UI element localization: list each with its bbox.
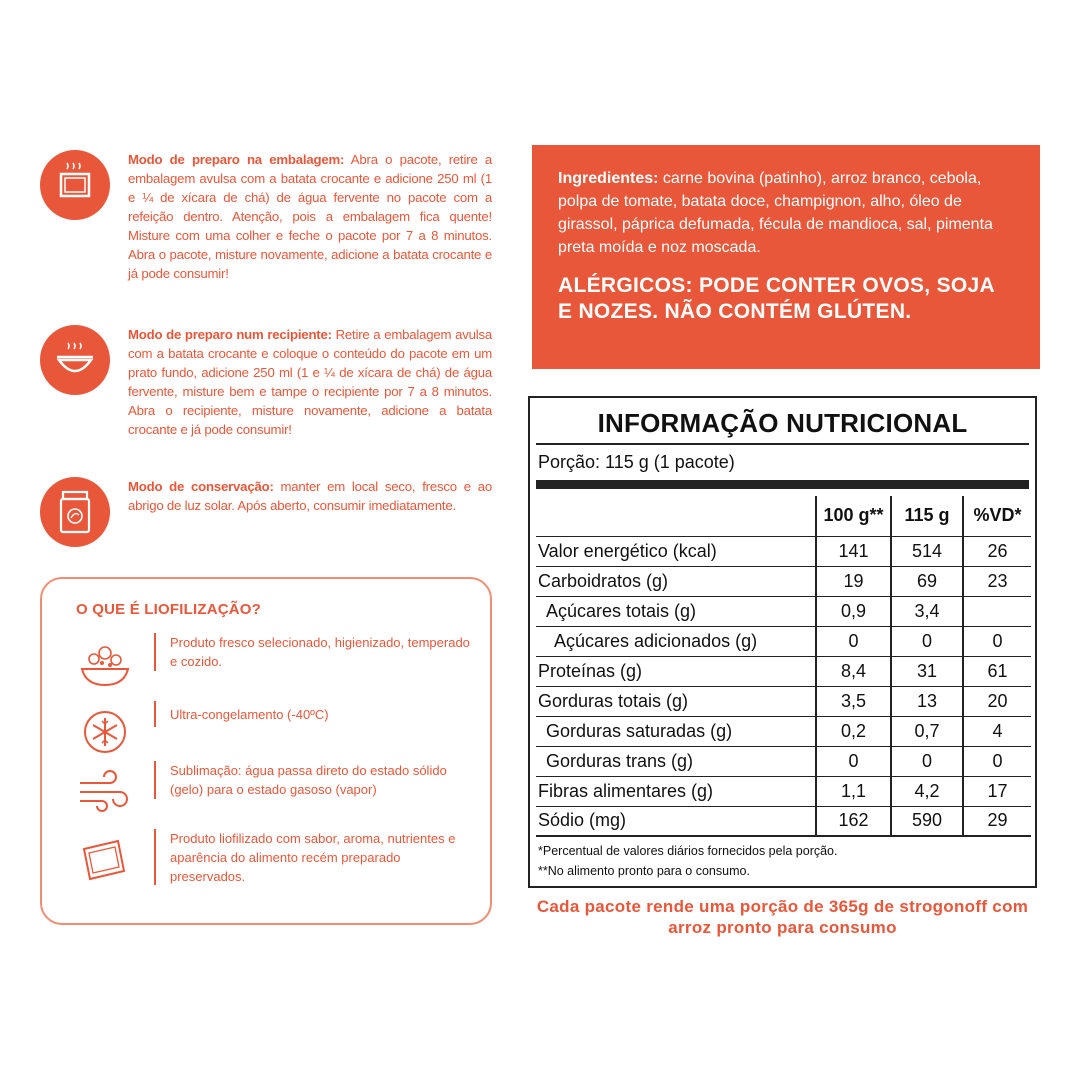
prep-text: Modo de conservação: manter em local seco, fresco e ao abrigo de luz solar. Após aberto, consumir imediatamente. bbox=[128, 479, 492, 513]
table-row bbox=[536, 566, 1031, 596]
microwave-icon bbox=[40, 150, 110, 220]
portion-size: Porção: 115 g (1 pacote) bbox=[538, 452, 735, 472]
value-115g: 0 bbox=[891, 626, 963, 656]
value-100g: 0 bbox=[816, 746, 891, 776]
table-row bbox=[536, 656, 1031, 686]
value-vd: 61 bbox=[963, 656, 1031, 686]
prep-text: Modo de preparo na embalagem: Abra o pacote, retire a embalagem avulsa com a batata crocante e adicione 250 ml (1 e ¼ de xícara de chá) de água fervente no pacote com a refeição dentro. Atenção, pois a embalagem fica quente! Misture com uma colher e feche o pacote por 7 a 8 minutos. Abra o pacote, misture novamente, adicione a batata crocante e já pode consumir! bbox=[128, 152, 493, 281]
nutrient-label: Proteínas (g) bbox=[536, 656, 816, 686]
value-100g: 1,1 bbox=[816, 776, 891, 806]
value-vd: 29 bbox=[963, 806, 1031, 836]
column-header: 100 g** bbox=[816, 496, 891, 536]
table-row bbox=[536, 776, 1031, 806]
nutrient-label: Açúcares totais (g) bbox=[536, 596, 816, 626]
table-header-blank bbox=[536, 496, 816, 536]
divider bbox=[536, 443, 1029, 445]
nutrient-label: Gorduras trans (g) bbox=[536, 746, 816, 776]
lyophilization-step bbox=[72, 827, 482, 897]
nutrient-label: Gorduras saturadas (g) bbox=[536, 716, 816, 746]
value-100g: 162 bbox=[816, 806, 891, 836]
table-row bbox=[536, 536, 1031, 566]
yield-note: Cada pacote rende uma porção de 365g de strogonoff com arroz pronto para consumo bbox=[536, 897, 1029, 937]
table-row bbox=[536, 626, 1031, 656]
value-vd: 23 bbox=[963, 566, 1031, 596]
value-100g: 141 bbox=[816, 536, 891, 566]
nutrition-table bbox=[536, 496, 1031, 837]
nutrition-title: INFORMAÇÃO NUTRICIONAL bbox=[597, 408, 968, 438]
lyophilization-box bbox=[40, 577, 492, 925]
value-115g: 13 bbox=[891, 686, 963, 716]
nutrient-label: Fibras alimentares (g) bbox=[536, 776, 816, 806]
allergens-warning: ALÉRGICOS: PODE CONTER OVOS, SOJA E NOZES. NÃO CONTÉM GLÚTEN. bbox=[558, 274, 995, 323]
footnote-vd: *Percentual de valores diários fornecidos pela porção. bbox=[538, 844, 838, 858]
divider bbox=[154, 829, 156, 885]
value-vd: 0 bbox=[963, 746, 1031, 776]
step-text: Ultra-congelamento (-40ºC) bbox=[170, 707, 329, 722]
value-115g: 590 bbox=[891, 806, 963, 836]
divider bbox=[536, 480, 1029, 489]
step-text: Produto liofilizado com sabor, aroma, nutrientes e aparência do alimento recém preparado preservados. bbox=[170, 831, 456, 884]
value-vd bbox=[963, 596, 1031, 626]
table-row bbox=[536, 596, 1031, 626]
column-header: 115 g bbox=[891, 496, 963, 536]
value-100g: 19 bbox=[816, 566, 891, 596]
footnote-ready: **No alimento pronto para o consumo. bbox=[538, 864, 750, 878]
divider bbox=[154, 761, 156, 799]
table-row bbox=[536, 806, 1031, 836]
table-row bbox=[536, 716, 1031, 746]
value-115g: 31 bbox=[891, 656, 963, 686]
value-115g: 69 bbox=[891, 566, 963, 596]
step-text: Produto fresco selecionado, higienizado, temperado e cozido. bbox=[170, 635, 470, 669]
value-vd: 4 bbox=[963, 716, 1031, 746]
value-115g: 3,4 bbox=[891, 596, 963, 626]
table-header-row bbox=[536, 496, 1031, 536]
wind-icon bbox=[72, 759, 138, 825]
value-vd: 0 bbox=[963, 626, 1031, 656]
value-115g: 0,7 bbox=[891, 716, 963, 746]
value-100g: 0 bbox=[816, 626, 891, 656]
ingredients-text: Ingredientes: carne bovina (patinho), arroz branco, cebola, polpa de tomate, batata doce, champignon, alho, óleo de girassol, páprica defumada, fécula de mandioca, sal, pimenta preta moída e noz moscada. bbox=[558, 170, 993, 256]
ingredients-box bbox=[532, 145, 1040, 369]
lyophilization-step bbox=[72, 631, 482, 701]
nutrient-label: Carboidratos (g) bbox=[536, 566, 816, 596]
nutrient-label: Gorduras totais (g) bbox=[536, 686, 816, 716]
storage-jar-icon bbox=[40, 477, 110, 547]
snowflake-icon bbox=[72, 699, 138, 765]
prep-text: Modo de preparo num recipiente: Retire a embalagem avulsa com a batata crocante e coloque o conteúdo do pacote em um prato fundo, adicione 250 ml (1 e ¼ de xícara de chá) de água fervente, misture bem e tampe o recipiente por 7 a 8 minutos. Abra o recipiente, misture novamente, adicione a batata crocante e já pode consumir! bbox=[128, 327, 492, 437]
value-vd: 20 bbox=[963, 686, 1031, 716]
value-115g: 0 bbox=[891, 746, 963, 776]
salad-bowl-icon bbox=[72, 631, 138, 697]
divider bbox=[154, 633, 156, 671]
nutrient-label: Valor energético (kcal) bbox=[536, 536, 816, 566]
table-row bbox=[536, 746, 1031, 776]
value-100g: 0,2 bbox=[816, 716, 891, 746]
value-100g: 8,4 bbox=[816, 656, 891, 686]
hot-bowl-icon bbox=[40, 325, 110, 395]
lyophilization-step bbox=[72, 759, 482, 829]
value-vd: 17 bbox=[963, 776, 1031, 806]
nutrient-label: Açúcares adicionados (g) bbox=[536, 626, 816, 656]
column-header: %VD* bbox=[963, 496, 1031, 536]
nutrition-facts bbox=[528, 396, 1037, 888]
divider bbox=[154, 701, 156, 727]
value-115g: 4,2 bbox=[891, 776, 963, 806]
value-100g: 3,5 bbox=[816, 686, 891, 716]
table-row bbox=[536, 686, 1031, 716]
nutrient-label: Sódio (mg) bbox=[536, 806, 816, 836]
value-vd: 26 bbox=[963, 536, 1031, 566]
value-100g: 0,9 bbox=[816, 596, 891, 626]
package-icon bbox=[72, 827, 138, 893]
step-text: Sublimação: água passa direto do estado sólido (gelo) para o estado gasoso (vapor) bbox=[170, 763, 447, 797]
lyophilization-title: O QUE É LIOFILIZAÇÃO? bbox=[76, 601, 262, 618]
value-115g: 514 bbox=[891, 536, 963, 566]
